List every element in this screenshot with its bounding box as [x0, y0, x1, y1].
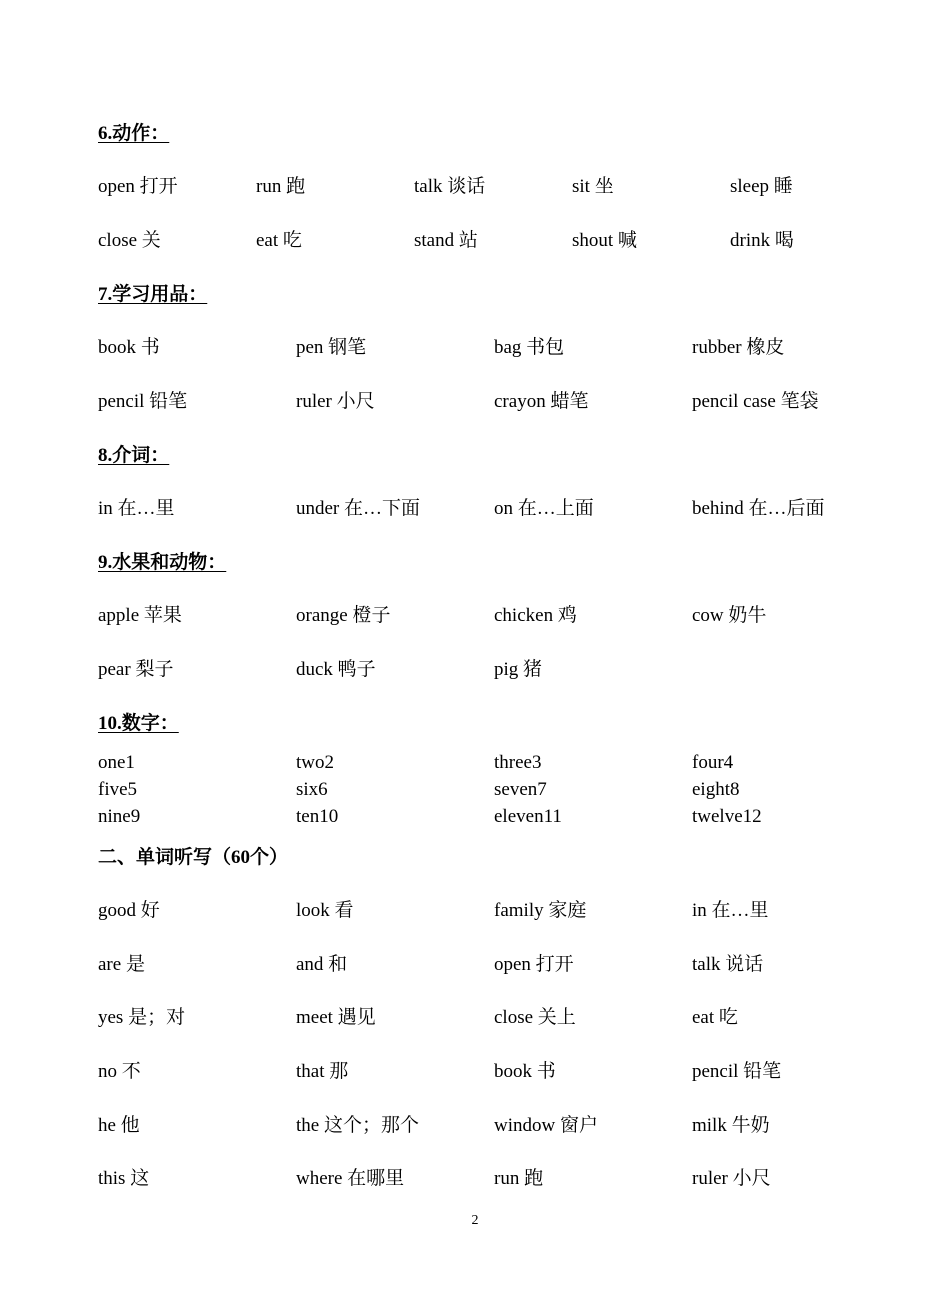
vocab-item: three3 — [494, 752, 542, 773]
vocab-item: eleven11 — [494, 806, 562, 827]
vocab-item: apple 苹果 — [98, 605, 182, 626]
vocab-item: on 在…上面 — [494, 498, 594, 519]
vocab-item: window 窗户 — [494, 1115, 598, 1136]
vocab-item: four4 — [692, 752, 734, 773]
vocab-item: family 家庭 — [494, 900, 587, 921]
section-heading-numbers: 10.数字： — [98, 713, 179, 734]
vocab-item: ruler 小尺 — [692, 1168, 771, 1189]
vocab-item: two2 — [296, 752, 334, 773]
vocab-item: run 跑 — [256, 176, 306, 197]
vocab-item: in 在…里 — [692, 900, 769, 921]
vocab-item: shout 喊 — [572, 230, 637, 251]
vocab-item: close 关 — [98, 230, 161, 251]
vocab-item: open 打开 — [494, 954, 574, 975]
vocab-item: eight8 — [692, 779, 740, 800]
vocab-item: twelve12 — [692, 806, 762, 827]
vocab-item: and 和 — [296, 954, 348, 975]
vocab-item: pencil 铅笔 — [98, 391, 188, 412]
vocab-item: sit 坐 — [572, 176, 614, 197]
vocab-item: behind 在…后面 — [692, 498, 825, 519]
vocab-item: look 看 — [296, 900, 354, 921]
vocab-item: this 这 — [98, 1168, 150, 1189]
vocab-item: eat 吃 — [256, 230, 302, 251]
vocab-item: nine9 — [98, 806, 141, 827]
vocab-item: milk 牛奶 — [692, 1115, 770, 1136]
vocab-item: cow 奶牛 — [692, 605, 767, 626]
vocab-item: rubber 橡皮 — [692, 337, 785, 358]
section-heading-prepositions: 8.介词： — [98, 445, 170, 466]
vocab-item: good 好 — [98, 900, 160, 921]
vocab-item: where 在哪里 — [296, 1168, 405, 1189]
section-heading-school-supplies: 7.学习用品： — [98, 284, 208, 305]
vocab-item: eat 吃 — [692, 1007, 738, 1028]
vocab-item: are 是 — [98, 954, 145, 975]
vocab-item: six6 — [296, 779, 328, 800]
vocab-item: pencil 铅笔 — [692, 1061, 782, 1082]
vocab-item: he 他 — [98, 1115, 140, 1136]
vocab-item: the 这个；那个 — [296, 1115, 419, 1136]
vocab-item: drink 喝 — [730, 230, 794, 251]
section-heading-dictation: 二、单词听写（60个） — [98, 847, 289, 868]
vocab-item: pencil case 笔袋 — [692, 391, 819, 412]
vocab-item: run 跑 — [494, 1168, 544, 1189]
vocab-item: yes 是；对 — [98, 1007, 186, 1028]
vocab-item: crayon 蜡笔 — [494, 391, 589, 412]
vocab-item: pig 猪 — [494, 659, 543, 680]
vocab-item: pen 钢笔 — [296, 337, 367, 358]
vocab-item: sleep 睡 — [730, 176, 793, 197]
vocab-item: five5 — [98, 779, 138, 800]
vocab-item: talk 说话 — [692, 954, 764, 975]
page-number: 2 — [471, 1213, 479, 1228]
section-heading-actions: 6.动作： — [98, 123, 170, 144]
vocab-item: seven7 — [494, 779, 547, 800]
vocab-item: open 打开 — [98, 176, 178, 197]
vocab-item: chicken 鸡 — [494, 605, 577, 626]
vocab-item: under 在…下面 — [296, 498, 421, 519]
vocab-item: book 书 — [494, 1061, 556, 1082]
vocab-item: ruler 小尺 — [296, 391, 375, 412]
vocab-item: meet 遇见 — [296, 1007, 376, 1028]
vocab-item: in 在…里 — [98, 498, 175, 519]
vocab-item: orange 橙子 — [296, 605, 391, 626]
section-heading-fruits-animals: 9.水果和动物： — [98, 552, 227, 573]
vocab-item: ten10 — [296, 806, 339, 827]
vocab-item: book 书 — [98, 337, 160, 358]
vocab-item: one1 — [98, 752, 135, 773]
vocab-item: bag 书包 — [494, 337, 565, 358]
vocab-item: pear 梨子 — [98, 659, 174, 680]
vocab-item: that 那 — [296, 1061, 349, 1082]
vocab-item: stand 站 — [414, 230, 478, 251]
vocab-item: close 关上 — [494, 1007, 576, 1028]
vocab-item: talk 谈话 — [414, 176, 486, 197]
vocab-item: duck 鸭子 — [296, 659, 376, 680]
vocab-item: no 不 — [98, 1061, 141, 1082]
